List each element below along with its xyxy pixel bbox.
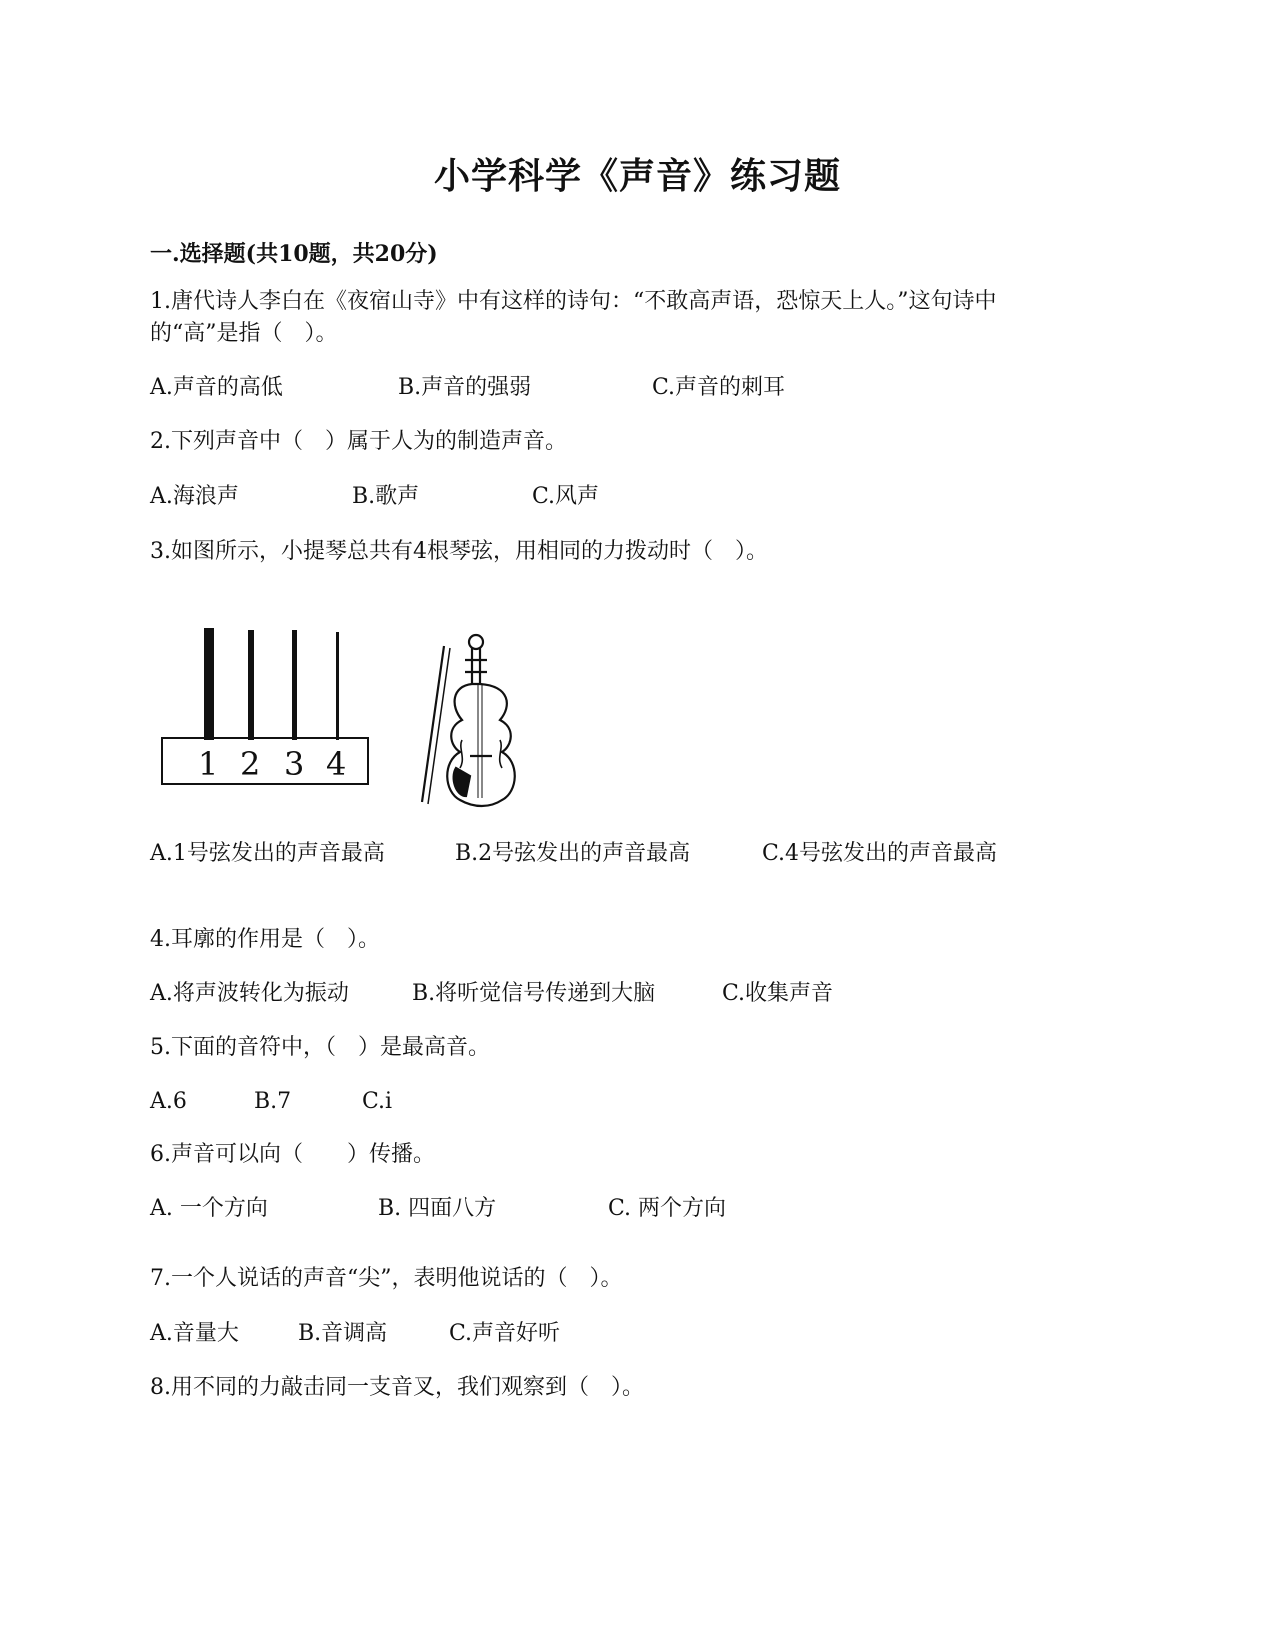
question-4-stem: 4.耳廓的作用是（ ）。: [150, 927, 380, 952]
question-2-option-a: A.海浪声: [150, 484, 239, 509]
string-4: [336, 632, 339, 740]
question-1-option-b: B.声音的强弱: [398, 375, 532, 400]
string-label-3: 3: [284, 745, 305, 783]
question-7-stem: 7.一个人说话的声音“尖”，表明他说话的（ ）。: [150, 1266, 623, 1291]
question-3-option-a: A.1号弦发出的声音最高: [150, 841, 385, 866]
question-1-stem-line-1: 1.唐代诗人李白在《夜宿山寺》中有这样的诗句：“不敢高声语，恐惊天上人。”这句诗中: [150, 289, 997, 314]
question-2-option-b: B.歌声: [352, 484, 420, 509]
question-6-option-c: C. 两个方向: [608, 1196, 727, 1221]
question-3-option-c: C.4号弦发出的声音最高: [762, 841, 998, 866]
string-3: [292, 630, 297, 740]
question-5-option-a: A.6: [150, 1089, 187, 1114]
question-1-option-a: A.声音的高低: [150, 375, 283, 400]
question-4-option-b: B.将听觉信号传递到大脑: [412, 981, 656, 1006]
question-4-option-a: A.将声波转化为振动: [150, 981, 349, 1006]
question-1-option-c: C.声音的刺耳: [652, 375, 786, 400]
question-7-option-a: A.音量大: [150, 1321, 239, 1346]
question-6-option-b: B. 四面八方: [378, 1196, 497, 1221]
question-5-option-b: B.7: [254, 1089, 292, 1114]
question-3-stem: 3.如图所示，小提琴总共有4根琴弦，用相同的力拨动时（ ）。: [150, 539, 768, 564]
question-5-stem: 5.下面的音符中，（ ）是最高音。: [150, 1035, 490, 1060]
string-label-4: 4: [326, 745, 347, 783]
page-title: 小学科学《声音》练习题: [433, 155, 841, 197]
strings-diagram: [162, 628, 368, 784]
question-4-option-c: C.收集声音: [722, 981, 834, 1006]
string-label-2: 2: [240, 745, 261, 783]
question-6-option-a: A. 一个方向: [150, 1196, 268, 1221]
question-5-option-c: C.i: [362, 1089, 393, 1114]
question-8-stem: 8.用不同的力敲击同一支音叉，我们观察到（ ）。: [150, 1375, 644, 1400]
question-3-option-b: B.2号弦发出的声音最高: [455, 841, 691, 866]
question-2-option-c: C.风声: [532, 484, 600, 509]
section-header: 一.选择题(共10题，共20分): [150, 241, 438, 267]
question-6-stem: 6.声音可以向（ ）传播。: [150, 1142, 435, 1167]
string-1: [204, 628, 214, 740]
string-2: [248, 630, 254, 740]
question-7-option-c: C.声音好听: [449, 1321, 561, 1346]
violin-icon: [422, 635, 515, 806]
question-1-stem-line-2: 的“高”是指（ ）。: [150, 321, 338, 346]
string-violin-figure: [160, 628, 540, 828]
question-7-option-b: B.音调高: [298, 1321, 388, 1346]
question-2-stem: 2.下列声音中（ ）属于人为的制造声音。: [150, 429, 567, 454]
string-violin-illustration: [160, 628, 540, 828]
string-label-1: 1: [198, 745, 219, 783]
